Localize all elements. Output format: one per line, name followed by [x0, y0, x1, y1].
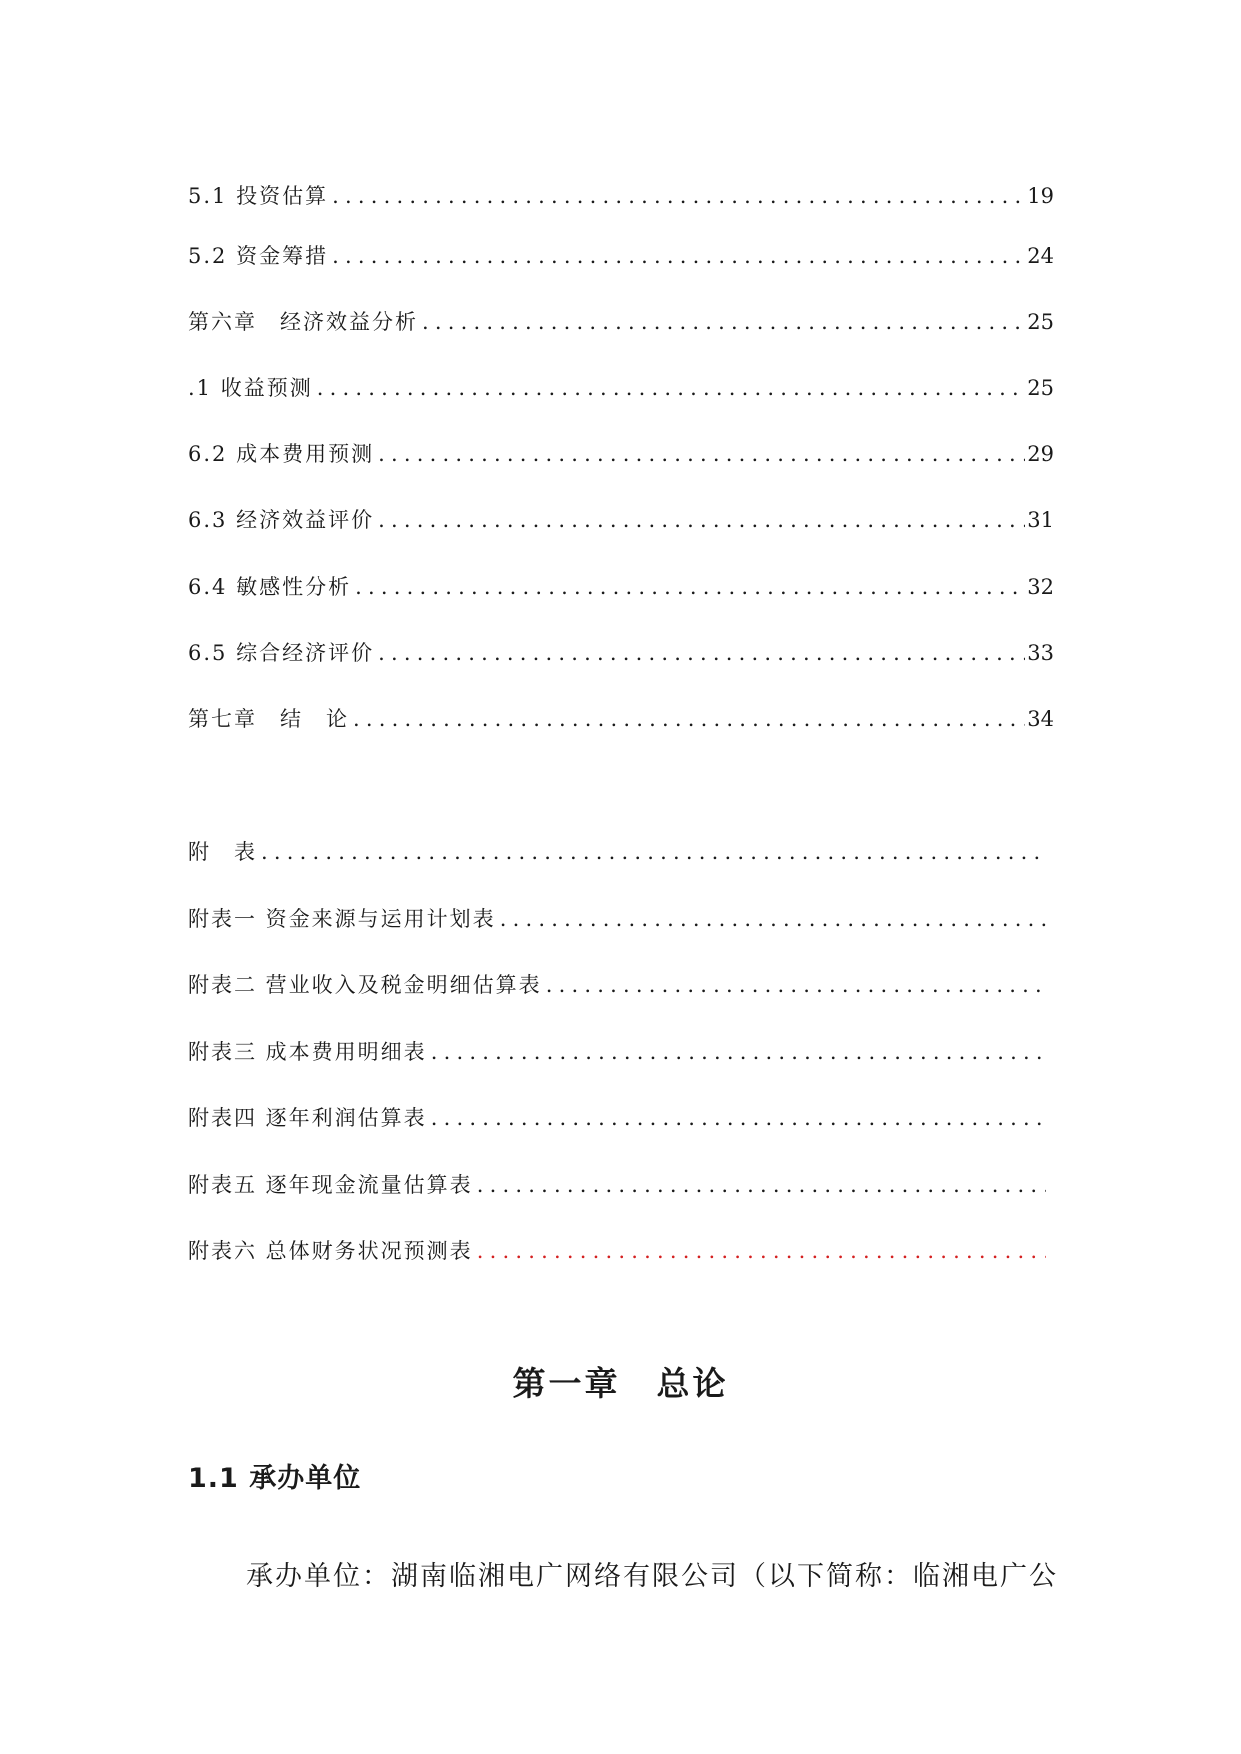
toc-entry[interactable] — [188, 240, 1054, 272]
toc-entry-title: 附表六 总体财务状况预测表 — [188, 1239, 473, 1263]
toc-entry-title: 附表四 逐年利润估算表 — [188, 1106, 427, 1130]
toc-leader-dots-highlighted — [477, 1239, 1046, 1263]
toc-appendix-entry[interactable] — [188, 1102, 1048, 1134]
toc-entry-title: 6.4 敏感性分析 — [188, 575, 352, 599]
toc-appendix-entry[interactable] — [188, 969, 1048, 1001]
toc-entry-title: 第六章 经济效益分析 — [188, 310, 418, 334]
toc-entry-page: 19 — [1027, 184, 1054, 208]
toc-entry-page: 25 — [1027, 376, 1054, 400]
toc-entry-page: 34 — [1027, 707, 1054, 731]
body-paragraph: 承办单位：湖南临湘电广网络有限公司（以下简称：临湘电广公 — [246, 1561, 1058, 1592]
toc-leader-dots — [500, 907, 1046, 931]
toc-appendix-entry[interactable] — [188, 1036, 1048, 1068]
toc-entry[interactable] — [188, 571, 1054, 603]
toc-entry[interactable] — [188, 180, 1054, 212]
toc-entry-title: 附表一 资金来源与运用计划表 — [188, 907, 496, 931]
toc-leader-dots — [378, 442, 1025, 466]
toc-leader-dots — [378, 508, 1025, 532]
toc-leader-dots — [431, 1040, 1046, 1064]
toc-entry-page: 29 — [1027, 442, 1054, 466]
toc-entry[interactable] — [188, 504, 1054, 536]
toc-leader-dots — [477, 1173, 1046, 1197]
toc-appendix-entry[interactable] — [188, 1235, 1048, 1267]
toc-leader-dots — [332, 244, 1025, 268]
toc-entry[interactable] — [188, 637, 1054, 669]
toc-entry[interactable] — [188, 438, 1054, 470]
chapter-title: 第一章 总论 — [512, 1364, 729, 1403]
toc-entry-title: 附表二 营业收入及税金明细估算表 — [188, 973, 542, 997]
toc-leader-dots — [261, 840, 1046, 864]
toc-leader-dots — [332, 184, 1025, 208]
toc-entry-page: 31 — [1027, 508, 1054, 532]
toc-entry-page: 32 — [1027, 575, 1054, 599]
toc-entry-page: 24 — [1027, 244, 1054, 268]
toc-entry-title: 6.2 成本费用预测 — [188, 442, 375, 466]
toc-appendix-entry[interactable] — [188, 836, 1048, 868]
toc-leader-dots — [422, 310, 1025, 334]
toc-leader-dots — [431, 1106, 1046, 1130]
toc-entry-page: 25 — [1027, 310, 1054, 334]
toc-appendix-entry[interactable] — [188, 1169, 1048, 1201]
toc-entry-title: 附表五 逐年现金流量估算表 — [188, 1173, 473, 1197]
toc-entry-title: 附表三 成本费用明细表 — [188, 1040, 427, 1064]
toc-entry-title: 5.2 资金筹措 — [188, 244, 329, 268]
toc-leader-dots — [317, 376, 1026, 400]
toc-entry-title: 附 表 — [188, 840, 257, 864]
toc-entry[interactable] — [188, 306, 1054, 338]
toc-leader-dots — [353, 707, 1025, 731]
toc-entry-title: 6.5 综合经济评价 — [188, 641, 375, 665]
toc-entry[interactable] — [188, 372, 1054, 404]
section-title: 1.1 承办单位 — [188, 1463, 362, 1494]
toc-entry-title: 6.3 经济效益评价 — [188, 508, 375, 532]
toc-leader-dots — [355, 575, 1025, 599]
toc-leader-dots — [378, 641, 1025, 665]
toc-leader-dots — [546, 973, 1046, 997]
toc-entry-title: 第七章 结 论 — [188, 707, 349, 731]
toc-appendix-entry[interactable] — [188, 903, 1048, 935]
toc-entry[interactable] — [188, 703, 1054, 735]
toc-entry-title: .1 收益预测 — [188, 376, 313, 400]
toc-entry-page: 33 — [1027, 641, 1054, 665]
toc-entry-title: 5.1 投资估算 — [188, 184, 329, 208]
